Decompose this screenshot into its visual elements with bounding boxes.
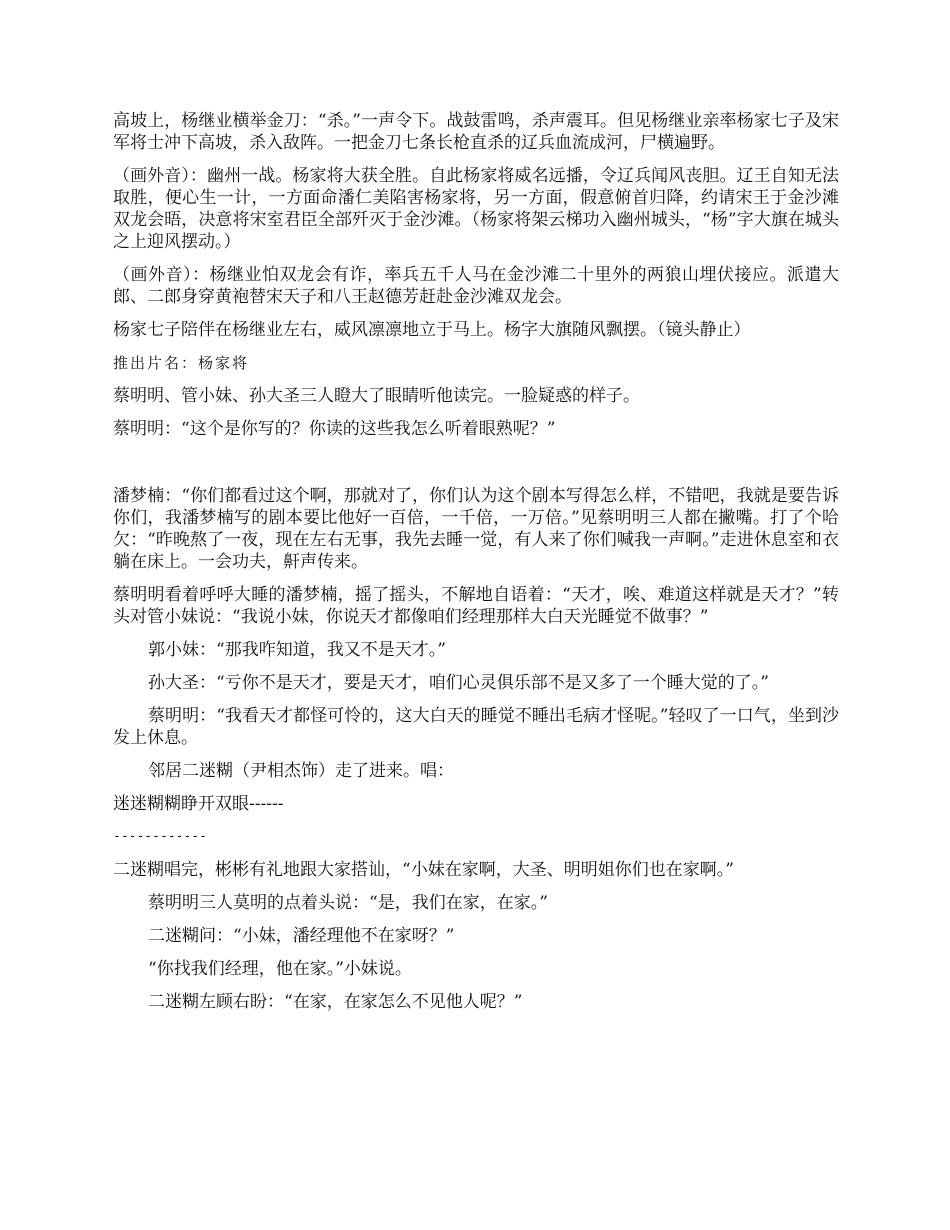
paragraph-caimingming-sigh: 蔡明明：“我看天才都怪可怜的，这大白天的睡觉不睡出毛病才怪呢。”轻叹了一口气，坐到沙发上休息。 (113, 706, 839, 748)
paragraph-ermihu-greets: 二迷糊唱完，彬彬有礼地跟大家搭讪，“小妹在家啊，大圣、明明姐你们也在家啊。” (113, 860, 734, 880)
paragraph-caimingming-genius: 蔡明明看着呼呼大睡的潘梦楠，摇了摇头，不解地自语着：“天才，唉、难道这样就是天才？”转头对管小妹说：“我说小妹，你说天才都像咱们经理那样大白天光睡觉不做事？” (113, 585, 839, 627)
paragraph-panmengnan-speech: 潘梦楠：“你们都看过这个啊，那就对了，你们认为这个剧本写得怎么样，不错吧，我就是要告诉你们，我潘梦楠写的剧本要比他好一百倍，一千倍，一万倍。”见蔡明明三人都在撇嘴。打了个哈欠：“昨晚熬了一夜，现在左右无事，我先去睡一觉，有人来了你们喊我一声啊。”走进休息室和衣躺在床上。一会功夫，鼾声传来。 (113, 486, 839, 572)
paragraph-three-nod: 蔡明明三人莫明的点着头说：“是，我们在家，在家。” (148, 893, 548, 913)
document-page (113, 110, 839, 1024)
paragraph-ermihu-looks: 二迷糊左顾右盼：“在家，在家怎么不见他人呢？” (148, 992, 523, 1012)
blank-space (113, 451, 839, 485)
paragraph-dash-line: ------------ (113, 829, 207, 844)
paragraph-voiceover-youzhou: （画外音）：幽州一战。杨家将大获全胜。自此杨家将威名远播，令辽兵闻风丧胆。辽王自知无法取胜，便心生一计，一方面命潘仁美陷害杨家将，另一方面，假意俯首归降，约请宋王于金沙滩双龙会晤，决意将宋室君臣全部歼灭于金沙滩。（杨家将架云梯功入幽州城头，“杨”字大旗在城头之上迎风摆动。） (113, 166, 839, 252)
paragraph-three-listen: 蔡明明、管小妹、孙大圣三人瞪大了眼睛听他读完。一脸疑惑的样子。 (113, 386, 640, 406)
paragraph-sundasheng-reply: 孙大圣：“亏你不是天才，要是天才，咱们心灵俱乐部不是又多了一个睡大觉的了。” (148, 673, 769, 693)
paragraph-film-title: 推出片名：杨家将 (113, 354, 250, 372)
paragraph-xiaomei-answers: “你找我们经理，他在家。”小妹说。 (148, 959, 412, 979)
paragraph-battle: 高坡上，杨继业横举金刀：“杀。”一声令下。战鼓雷鸣，杀声震耳。但见杨继业亲率杨家七子及宋军将士冲下高坡，杀入敌阵。一把金刀七条长枪直杀的辽兵血流成河，尸横遍野。 (113, 111, 839, 153)
paragraph-neighbor-enters: 邻居二迷糊（尹相杰饰）走了进来。唱： (148, 761, 454, 781)
paragraph-song-line: 迷迷糊糊睁开双眼------ (113, 794, 284, 814)
paragraph-voiceover-jinshatan: （画外音）：杨继业怕双龙会有诈，率兵五千人马在金沙滩二十里外的两狼山埋伏接应。派遣大郎、二郎身穿黄袍替宋天子和八王赵德芳赶赴金沙滩双龙会。 (113, 265, 839, 307)
paragraph-caimingming-question: 蔡明明：“这个是你写的？你读的这些我怎么听着眼熟呢？” (113, 419, 556, 439)
paragraph-seven-sons: 杨家七子陪伴在杨继业左右，威风凛凛地立于马上。杨字大旗随风飘摆。（镜头静止） (113, 320, 751, 340)
paragraph-ermihu-asks: 二迷糊问：“小妹，潘经理他不在家呀？” (148, 926, 455, 946)
paragraph-guoxiaomei-reply: 郭小妹：“那我咋知道，我又不是天才。” (148, 640, 446, 660)
